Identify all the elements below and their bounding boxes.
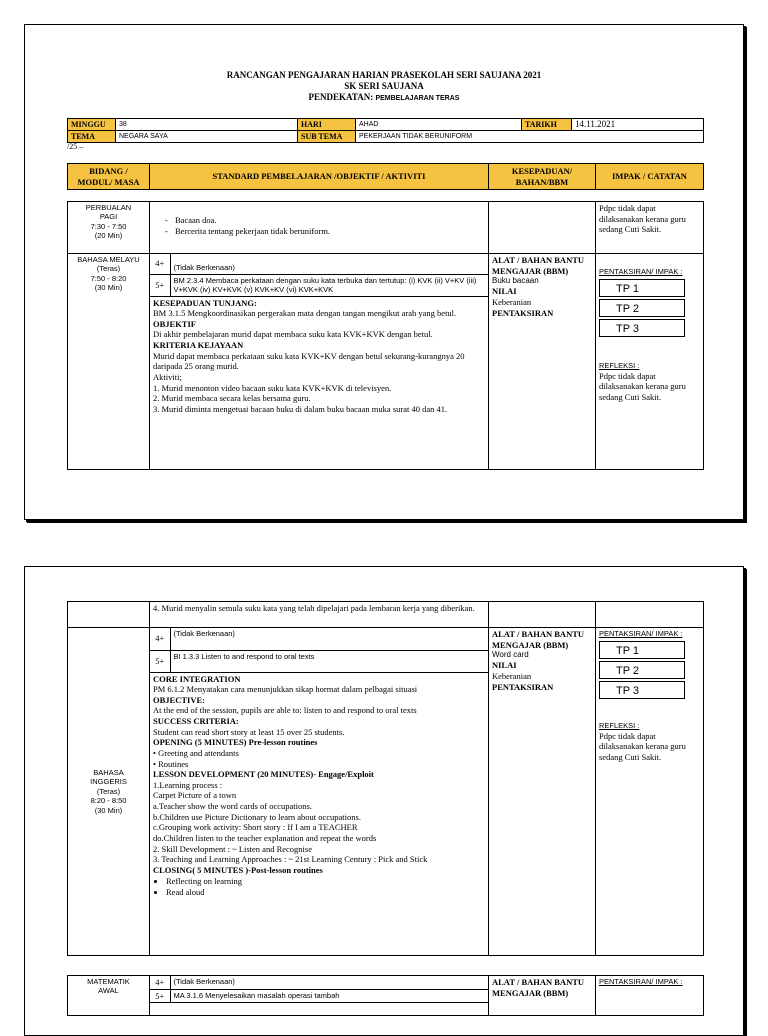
level-5-text: BM 2.3.4 Membaca perkataan dengan suku kata terbuka dan tertutup: (i) KVK (ii) V+KV (iii) V+KVK (iv) KV+KVK (v) KVK+KV (vi) KVK+KVK — [170, 274, 488, 296]
minggu-value: 38 — [116, 119, 298, 131]
subject-line: BAHASA MELAYU — [77, 255, 140, 264]
bi-level-table — [150, 628, 488, 673]
tp-3-box: TP 3 — [599, 319, 685, 337]
tp-2-box: TP 2 — [599, 299, 685, 317]
pentaksiran-heading: PENTAKSIRAN — [492, 307, 554, 318]
section-text: Carpet Picture of a town — [153, 790, 237, 801]
level-4: 4+ — [150, 976, 170, 989]
hari-label: HARI — [298, 119, 356, 131]
bbm-item: Buku bacaan — [492, 276, 539, 286]
section-text: • Routines — [153, 758, 189, 769]
subject-line: (Teras) — [96, 786, 121, 796]
bm-details — [150, 297, 488, 416]
list-item: - Bercerita tentang pekerjaan tidak beruniform. — [175, 226, 485, 237]
attendance: /25 – — [67, 142, 84, 151]
main-table — [67, 201, 704, 470]
subject-line: AWAL — [98, 986, 119, 996]
bbm-heading: ALAT / BAHAN BANTU MENGAJAR (BBM) — [492, 977, 585, 998]
section-text: 2. Skill Development : ~ Listen and Recognise — [153, 843, 312, 854]
refleksi-heading: REFLEKSI : — [599, 361, 640, 371]
section-text: 3. Teaching and Learning Approaches : ~ 21st Learning Century : Pick and Stick — [153, 854, 428, 865]
nilai-item: Keberanian — [492, 296, 532, 307]
tp-1-box: TP 1 — [599, 279, 685, 297]
list-item: • Read aloud — [166, 887, 488, 898]
title-line-2: SK SERI SAUJANA — [344, 80, 424, 91]
section-text: b.Children use Picture Dictionary to learn about occupations. — [153, 811, 361, 822]
page-1 — [24, 24, 744, 520]
impak-heading: PENTAKSIRAN/ IMPAK : — [599, 267, 683, 276]
section-heading: CLOSING( 5 MINUTES )-Post-lesson routines — [153, 864, 323, 875]
level-5: 5+ — [150, 274, 170, 296]
section-text: c.Grouping work activity: Short story : If I am a TEACHER — [153, 822, 358, 833]
impak-heading: PENTAKSIRAN/ IMPAK : — [599, 629, 683, 638]
subject-line: (Teras) — [96, 264, 121, 274]
mt-subject — [68, 976, 150, 1016]
bbm-heading: ALAT / BAHAN BANTU MENGAJAR (BBM) — [492, 629, 585, 650]
section-text: PM 6.1.2 Menyatakan cara menunjukkan sikap hormat dalam pelbagai situasi — [153, 684, 418, 695]
subject-line: MATEMATIK — [87, 977, 130, 986]
subject-line: BAHASA — [93, 768, 124, 778]
mt-level-table — [150, 976, 488, 1003]
minggu-label: MINGGU — [68, 119, 116, 131]
activity-item: 3. Murid diminta mengetuai bacaan buku di dalam buku bacaan muka surat 40 dan 41. — [153, 403, 448, 414]
section-heading: Aktiviti; — [153, 371, 182, 382]
section-text: • Greeting and attendants — [153, 747, 239, 758]
bi-content — [150, 628, 489, 956]
subject-line: (30 Min) — [94, 805, 123, 815]
hari-value: AHAD — [356, 119, 522, 131]
page-2 — [24, 566, 744, 1036]
bi-impak — [596, 628, 704, 956]
mt-content — [150, 976, 489, 1016]
bbm-heading: ALAT / BAHAN BANTU MENGAJAR (BBM) — [492, 255, 585, 276]
subject-line: 8:20 - 8:50 — [90, 796, 127, 806]
mt-bbm — [489, 976, 596, 1016]
section-text: do.Children listen to the teacher explanation and repeat the words — [153, 832, 377, 843]
tp-2-box: TP 2 — [599, 661, 685, 679]
activity-item: 2. Murid membaca secara kelas bersama guru. — [153, 393, 311, 404]
refleksi-text: Pdpc tidak dapat dilaksanakan kerana guru sedang Cuti Sakit. — [599, 730, 686, 762]
level-4: 4+ — [150, 628, 170, 650]
section-heading: LESSON DEVELOPMENT (20 MINUTES)- Engage/Exploit — [153, 769, 374, 780]
section-text: Murid dapat membaca perkataan suku kata KVK+KV dengan betul sekurang-kurangnya 20 daripada 25 orang murid. — [153, 350, 465, 372]
continuation-table — [67, 601, 704, 956]
impak-heading: PENTAKSIRAN/ IMPAK : — [599, 977, 683, 986]
level-4-text: (Tidak Berkenaan) — [170, 628, 488, 650]
subject-line: (20 Min) — [94, 231, 123, 241]
nilai-heading: NILAI — [492, 660, 517, 671]
section-heading: OBJEKTIF — [153, 318, 196, 329]
section-text: BM 3.1.5 Mengkoordinasikan pergerakan mata dengan tangan mengikut arah yang betul. — [153, 308, 457, 319]
refleksi-heading: REFLEKSI : — [599, 721, 640, 731]
perbualan-bbm — [489, 202, 596, 254]
bm-level-table — [150, 254, 488, 297]
pendekatan-label: PENDEKATAN: — [308, 91, 374, 102]
list-item: - Bacaan doa. — [175, 215, 485, 226]
section-heading: CORE INTEGRATION — [153, 673, 241, 684]
perbualan-row — [68, 202, 704, 254]
bm-content — [150, 254, 489, 470]
pendekatan-value: PEMBELAJARAN TERAS — [375, 94, 460, 102]
bidang-header: BIDANG / MODUL/ MASA — [68, 164, 150, 190]
title-line-1: RANCANGAN PENGAJARAN HARIAN PRASEKOLAH SERI SAUJANA 2021 — [226, 70, 542, 80]
subject-line: PAGI — [99, 212, 118, 222]
bm-row — [68, 254, 704, 470]
section-text: Di akhir pembelajaran murid dapat membaca suku kata KVK+KVK dengan betul. — [153, 329, 433, 340]
subject-line: (30 Min) — [94, 283, 123, 293]
mt-impak — [596, 976, 704, 1016]
subtema-label: SUB TEMA — [298, 131, 356, 143]
header-title — [25, 70, 743, 103]
tarikh-label: TARIKH — [522, 119, 572, 131]
info-table — [67, 118, 704, 143]
cont-bbm — [489, 602, 596, 628]
section-heading: KESEPADUAN TUNJANG: — [153, 297, 257, 308]
section-heading: OPENING (5 MINUTES) Pre-lesson routines — [153, 737, 318, 748]
perbualan-note: Pdpc tidak dapat dilaksanakan kerana guru sedang Cuti Sakit. — [596, 202, 704, 254]
bi-details — [150, 673, 488, 877]
subject-line: PERBUALAN — [85, 203, 132, 212]
closing-list — [150, 876, 488, 897]
level-5: 5+ — [150, 650, 170, 672]
level-4-text: (Tidak Berkenaan) — [170, 976, 488, 989]
level-5: 5+ — [150, 989, 170, 1003]
section-heading: SUCCESS CRITERIA: — [153, 716, 239, 726]
section-heading: OBJECTIVE: — [153, 694, 205, 705]
refleksi-text: Pdpc tidak dapat dilaksanakan kerana guru sedang Cuti Sakit. — [599, 370, 686, 402]
subject-line: 7:30 - 7:50 — [90, 221, 127, 231]
cont-text: 4. Murid menyalin semula suku kata yang telah dipelajari pada lembaran kerja yang diberikan. — [150, 602, 489, 628]
bbm-item: Word card — [492, 650, 529, 660]
tema-value: NEGARA SAYA — [116, 131, 298, 143]
section-text: Student can read short story at least 15 over 25 students. — [153, 726, 345, 737]
impak-header: IMPAK / CATATAN — [596, 164, 704, 190]
list-item: • Reflecting on learning — [166, 876, 488, 887]
subject-line: INGGERIS — [90, 777, 127, 787]
tema-label: TEMA — [68, 131, 116, 143]
cont-subject — [68, 602, 150, 628]
title-line-3 — [25, 92, 743, 103]
section-heading: KRITERIA KEJAYAAN — [153, 340, 244, 350]
tp-3-box: TP 3 — [599, 681, 685, 699]
level-5-text: MA 3.1.6 Menyelesaikan masalah operasi tambah — [170, 989, 488, 1003]
mt-row — [68, 976, 704, 1016]
nilai-item: Keberanian — [492, 670, 532, 681]
section-text: At the end of the session, pupils are able to: listen to and respond to oral texts — [153, 705, 417, 716]
nilai-heading: NILAI — [492, 286, 517, 297]
cont-impak — [596, 602, 704, 628]
perbualan-activities — [150, 202, 489, 254]
level-4: 4+ — [150, 254, 170, 274]
perbualan-subject — [68, 202, 150, 254]
bm-subject — [68, 254, 150, 470]
activity-item: 1. Murid menonton video bacaan suku kata KVK+KVK di televisyen. — [153, 382, 392, 393]
bm-impak — [596, 254, 704, 470]
level-5-text: BI 1.3.3 Listen to and respond to oral texts — [170, 650, 488, 672]
bi-subject — [68, 628, 150, 956]
subject-line: 7:50 - 8:20 — [90, 273, 127, 283]
kesepaduan-header: KESEPADUAN/ BAHAN/BBM — [489, 164, 596, 190]
level-4-text: (Tidak Berkenaan) — [170, 254, 488, 274]
bm-bbm — [489, 254, 596, 470]
section-text: 1.Learning process : — [153, 779, 223, 790]
section-text: a.Teacher show the word cards of occupations. — [153, 801, 312, 811]
subtema-value: PEKERJAAN TIDAK BERUNIFORM — [356, 131, 704, 143]
mt-table — [67, 975, 704, 1016]
tarikh-value: 14.11.2021 — [572, 119, 704, 131]
pentaksiran-heading: PENTAKSIRAN — [492, 681, 554, 692]
bi-row — [68, 628, 704, 956]
column-header-table — [67, 163, 704, 190]
tp-1-box: TP 1 — [599, 641, 685, 659]
bi-bbm — [489, 628, 596, 956]
standard-header: STANDARD PEMBELAJARAN /OBJEKTIF / AKTIVITI — [150, 164, 489, 190]
